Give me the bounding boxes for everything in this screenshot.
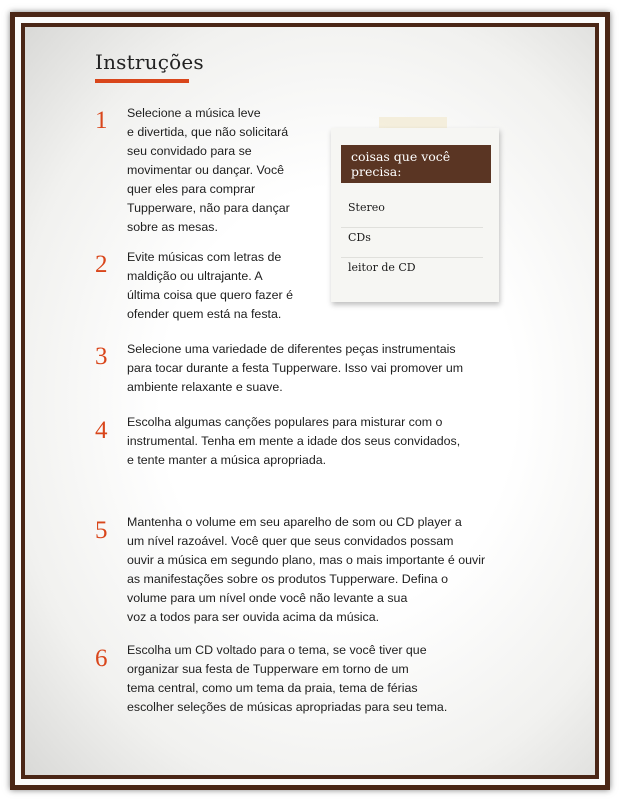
step-5-line: um nível razoável. Você quer que seus convidados possam bbox=[127, 534, 454, 548]
things-needed-box bbox=[331, 128, 499, 302]
step-1-line: Selecione a música leve bbox=[127, 106, 261, 120]
things-needed-list bbox=[341, 198, 483, 288]
step-number-6: 6 bbox=[95, 645, 108, 672]
step-2-line: última coisa que quero fazer é bbox=[127, 288, 293, 302]
step-4-line: e tente manter a música apropriada. bbox=[127, 453, 327, 467]
step-text-3 bbox=[127, 340, 463, 397]
list-item: leitor de CD bbox=[348, 261, 416, 274]
step-4-line: instrumental. Tenha em mente a idade dos seus convidados, bbox=[127, 434, 461, 448]
step-5-line: as manifestações sobre os produtos Tupperware. Defina o bbox=[127, 572, 448, 586]
step-text-5 bbox=[127, 513, 485, 627]
step-1-line: movimentar ou dançar. Você bbox=[127, 163, 285, 177]
step-6-line: Escolha um CD voltado para o tema, se você tiver que bbox=[127, 643, 427, 657]
step-text-1 bbox=[127, 104, 290, 237]
step-text-4 bbox=[127, 413, 460, 470]
step-3-line: ambiente relaxante e suave. bbox=[127, 380, 283, 394]
step-2-line: ofender quem está na festa. bbox=[127, 307, 282, 321]
step-6-line: organizar sua festa de Tupperware em torno de um bbox=[127, 662, 409, 676]
step-number-2: 2 bbox=[95, 251, 108, 278]
step-2-line: maldição ou ultrajante. A bbox=[127, 269, 263, 283]
step-6-line: escolher seleções de músicas apropriadas para seu tema. bbox=[127, 700, 448, 714]
step-number-1: 1 bbox=[95, 107, 108, 134]
page-title: Instruções bbox=[95, 50, 204, 74]
step-1-line: Tupperware, não para dançar bbox=[127, 201, 290, 215]
step-number-5: 5 bbox=[95, 517, 108, 544]
step-5-line: ouvir a música em segundo plano, mas o mais importante é ouvir bbox=[127, 553, 486, 567]
step-text-2 bbox=[127, 248, 293, 324]
title-underline bbox=[95, 79, 189, 83]
step-4-line: Escolha algumas canções populares para misturar com o bbox=[127, 415, 443, 429]
step-1-line: e divertida, que não solicitará bbox=[127, 125, 289, 139]
step-1-line: seu convidado para se bbox=[127, 144, 252, 158]
step-text-6 bbox=[127, 641, 447, 717]
step-3-line: para tocar durante a festa Tupperware. Isso vai promover um bbox=[127, 361, 464, 375]
step-number-4: 4 bbox=[95, 417, 108, 444]
step-3-line: Selecione uma variedade de diferentes peças instrumentais bbox=[127, 342, 456, 356]
list-item: Stereo bbox=[341, 198, 483, 228]
step-number-3: 3 bbox=[95, 343, 108, 370]
step-2-line: Evite músicas com letras de bbox=[127, 250, 282, 264]
step-1-line: quer eles para comprar bbox=[127, 182, 256, 196]
things-needed-header: coisas que você precisa: bbox=[341, 145, 491, 183]
step-5-line: voz a todos para ser ouvida acima da música. bbox=[127, 610, 380, 624]
step-5-line: volume para um nível onde você não levante a sua bbox=[127, 591, 408, 605]
list-item: CDs bbox=[341, 228, 483, 258]
step-5-line: Mantenha o volume em seu aparelho de som ou CD player a bbox=[127, 515, 462, 529]
step-1-line: sobre as mesas. bbox=[127, 220, 218, 234]
step-6-line: tema central, como um tema da praia, tema de férias bbox=[127, 681, 418, 695]
